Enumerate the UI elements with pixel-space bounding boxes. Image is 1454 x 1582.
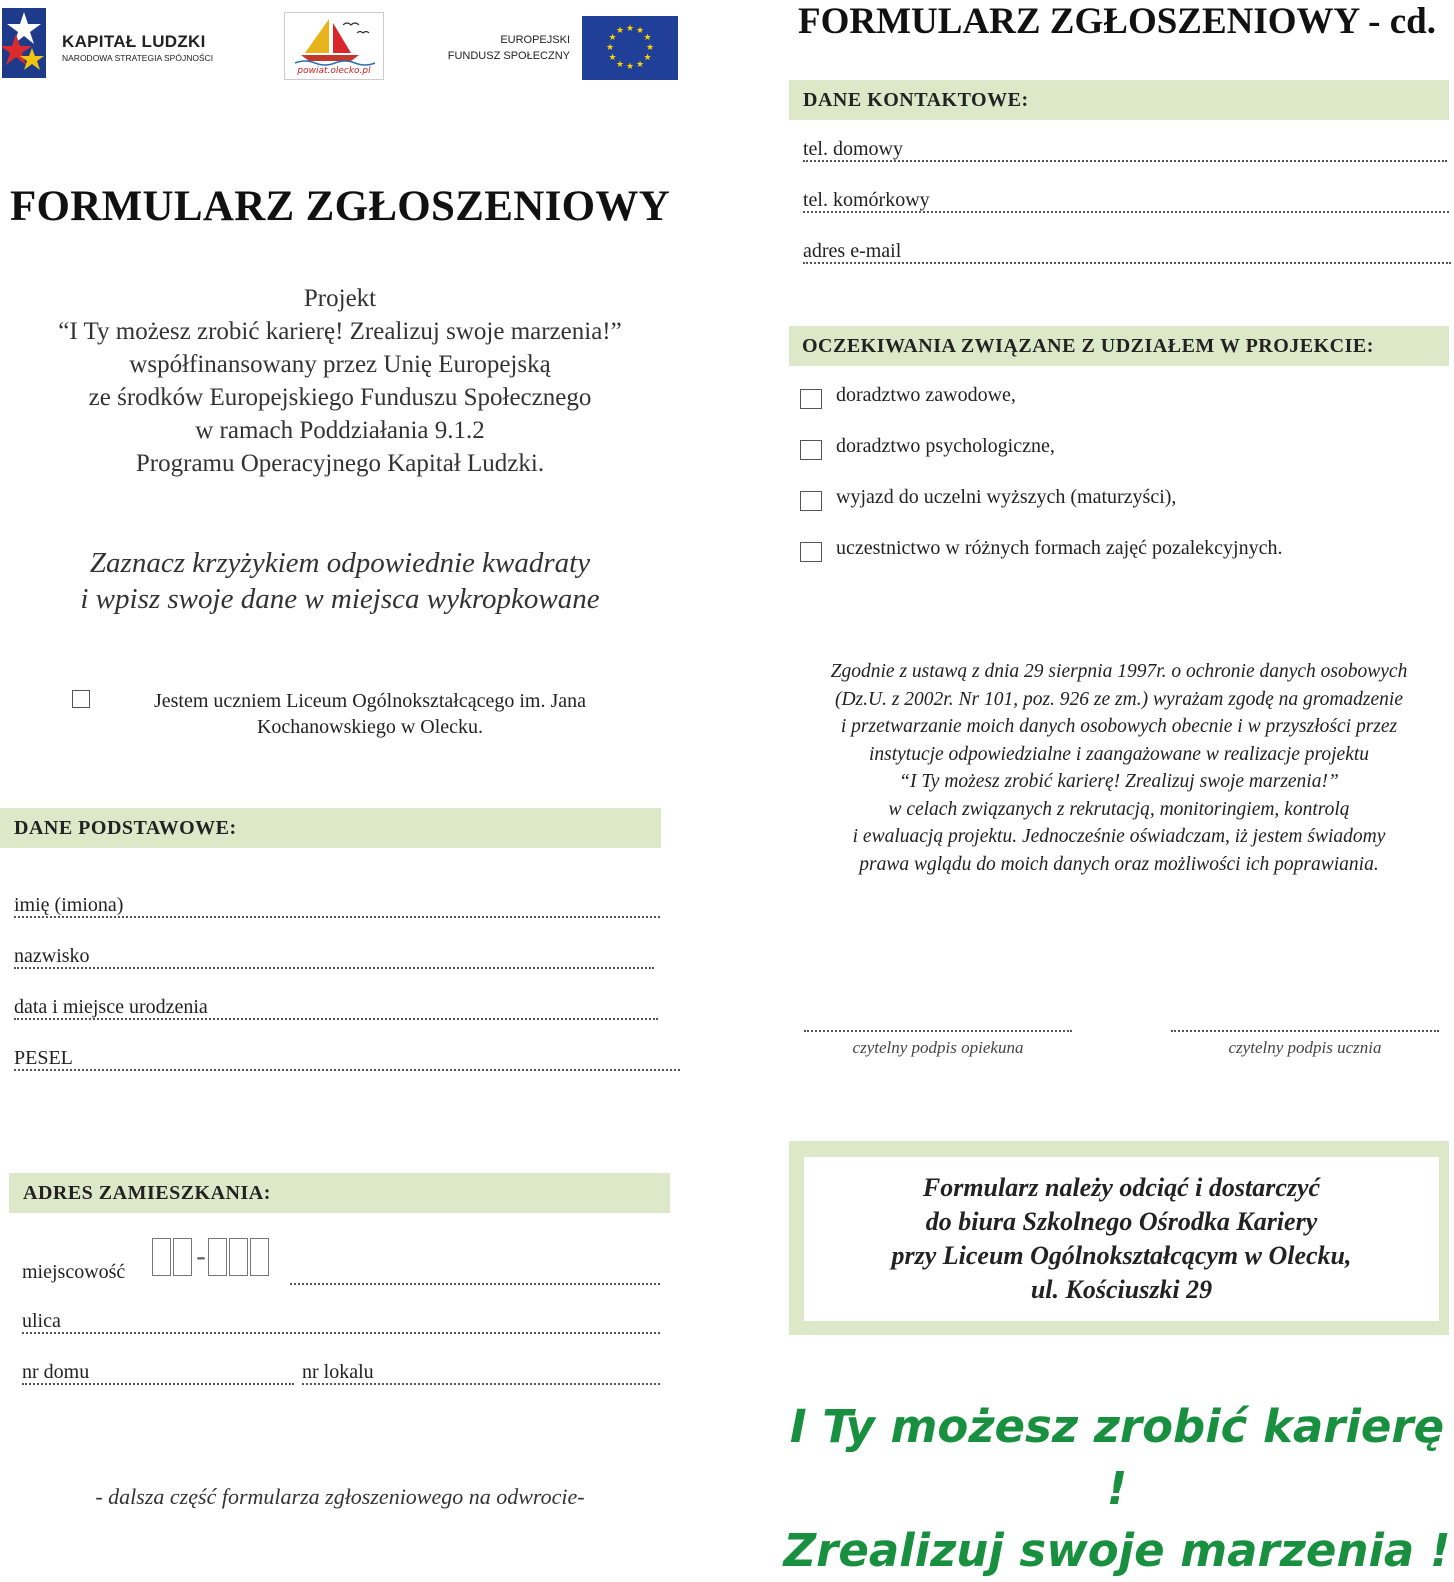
city-label-wrap [22,1261,150,1289]
student-checkbox-label: Jestem uczniem Liceum Ogólnokształcącego im. Jana Kochanowskiego w Olecku. [153,690,587,738]
postal-digit-2[interactable] [173,1238,192,1276]
street-field[interactable] [22,1310,660,1338]
delivery-notice-box [789,1141,1449,1335]
student-checkbox[interactable] [72,690,90,708]
postal-digit-4[interactable] [229,1238,248,1276]
svg-text:★: ★ [645,43,655,53]
email-dotted-line[interactable] [803,262,1451,264]
option-university-trip-label: wyjazd do uczelni wyższych (maturzyści), [836,486,1177,508]
powiat-caption: powiat.olecko.pl [297,66,371,76]
street-dotted-line[interactable] [22,1332,660,1334]
house-dotted-line[interactable] [22,1383,294,1385]
svg-text:★: ★ [625,62,635,72]
kapital-ludzki-logo [2,8,46,78]
postal-code-boxes [152,1238,271,1276]
birth-label: data i miejsce urodzenia [14,996,214,1018]
efs-line1: EUROPEJSKI [500,34,570,46]
logo-strip [0,0,700,90]
option-extracurricular-label: uczestnictwo w różnych formach zajęć pozalekcyjnych. [836,537,1283,559]
mobile-dotted-line[interactable] [803,211,1449,213]
efs-line2: FUNDUSZ SPOŁECZNY [447,50,570,62]
postal-separator: - [196,1240,206,1273]
eu-flag-icon [582,16,678,80]
guardian-signature [804,1018,1072,1058]
svg-text:★: ★ [643,53,652,63]
svg-text:★: ★ [635,60,645,70]
option-career-counseling-label: doradztwo zawodowe, [836,384,1016,406]
first-names-label: imię (imiona) [14,894,129,916]
option-psych-counseling-label: doradztwo psychologiczne, [836,435,1055,457]
postal-digit-3[interactable] [208,1238,227,1276]
svg-text:★: ★ [635,26,645,36]
option-extracurricular-checkbox[interactable] [800,542,822,562]
first-names-field[interactable] [14,894,660,922]
powiat-olecko-logo [284,12,384,80]
section-contact: DANE KONTAKTOWE: [789,80,1449,120]
flat-field[interactable] [302,1361,660,1389]
city-field[interactable] [290,1261,660,1289]
surname-field[interactable] [14,945,654,973]
street-label: ulica [22,1310,67,1332]
svg-text:★: ★ [615,60,625,70]
postal-digit-1[interactable] [152,1238,171,1276]
student-signature-line[interactable] [1171,1018,1439,1032]
kapital-ludzki-text [62,32,213,63]
pesel-label: PESEL [14,1047,79,1069]
svg-text:★: ★ [625,24,635,34]
svg-text:★: ★ [615,26,625,36]
flat-dotted-line[interactable] [302,1383,660,1385]
section-expectations: OCZEKIWANIA ZWIĄZANE Z UDZIAŁEM W PROJEKCIE: [789,326,1449,366]
option-career-counseling-checkbox[interactable] [800,389,822,409]
surname-dotted-line[interactable] [14,967,654,969]
option-psych-counseling-checkbox[interactable] [800,440,822,460]
form-title: FORMULARZ ZGŁOSZENIOWY [9,183,671,230]
delivery-notice: Formularz należy odciąć i dostarczyć do biura Szkolnego Ośrodka Kariery przy Liceum Ogólnokształcącym w Olecku, ul. Kościuszki 29 [804,1157,1439,1321]
option-university-trip-checkbox[interactable] [800,491,822,511]
home-phone-field[interactable] [803,138,1447,166]
sailboat-icon [285,13,383,67]
student-signature-caption: czytelny podpis ucznia [1228,1038,1382,1057]
house-label: nr domu [22,1361,95,1383]
postal-digit-5[interactable] [250,1238,269,1276]
mobile-field[interactable] [803,189,1449,217]
student-signature [1171,1018,1439,1058]
email-label: adres e-mail [803,240,907,262]
email-field[interactable] [803,240,1451,268]
guardian-signature-line[interactable] [804,1018,1072,1032]
section-basic-data: DANE PODSTAWOWE: [0,808,661,848]
section-address: ADRES ZAMIESZKANIA: [9,1173,670,1213]
city-label: miejscowość [22,1261,131,1283]
svg-text:★: ★ [608,53,617,63]
birth-field[interactable] [14,996,658,1024]
mobile-label: tel. komórkowy [803,189,936,211]
house-field[interactable] [22,1361,294,1389]
birth-dotted-line[interactable] [14,1018,658,1020]
data-consent-text: Zgodnie z ustawą z dnia 29 sierpnia 1997r. o ochronie danych osobowych (Dz.U. z 2002r. Nr 101, poz. 926 ze zm.) wyrażam zgodę na gromadzenie i przetwarzanie moich danych osobowych obecnie i w przyszłości przez instytucje odpowiedzialne i zaangażowane w realizacje projektu “I Ty możesz zrobić karierę! Zrealizuj swoje marzenia!” w celach związanych z rekrutacją, monitoringiem, kontrolą i ewaluacją projektu. Jednocześnie oświadczam, iż jestem świadomy prawa wglądu do moich danych oraz możliwości ich poprawiania. [830,661,1408,875]
flat-label: nr lokalu [302,1361,380,1383]
surname-label: nazwisko [14,945,96,967]
svg-text:★: ★ [608,33,617,43]
efs-text [438,32,570,64]
city-dotted-line[interactable] [290,1283,660,1285]
form-title-continued: FORMULARZ ZGŁOSZENIOWY - cd. [798,1,1436,42]
pesel-dotted-line[interactable] [14,1069,680,1071]
home-phone-dotted-line[interactable] [803,160,1447,162]
svg-text:★: ★ [605,43,615,53]
first-names-dotted-line[interactable] [14,916,660,918]
instructions: Zaznacz krzyżykiem odpowiednie kwadraty i wpisz swoje dane w miejsca wykropkowane [80,547,600,615]
continuation-note: - dalsza część formularza zgłoszeniowego na odwrocie- [95,1484,585,1509]
home-phone-label: tel. domowy [803,138,909,160]
pesel-field[interactable] [14,1047,680,1075]
kapital-ludzki-subtitle: NARODOWA STRATEGIA SPÓJNOŚCI [62,53,214,63]
guardian-signature-caption: czytelny podpis opiekuna [852,1038,1024,1057]
kapital-ludzki-title: KAPITAŁ LUDZKI [62,32,206,51]
project-description: Projekt “I Ty możesz zrobić karierę! Zrealizuj swoje marzenia!” współfinansowany przez Unię Europejską ze środków Europejskiego Funduszu Społecznego w ramach Poddziałania 9.1.2 Programu Operacyjnego Kapitał Ludzki. [58,285,622,477]
project-slogan: I Ty możesz zrobić karierę ! Zrealizuj swoje marzenia ! [783,1400,1451,1577]
svg-text:★: ★ [643,33,652,43]
